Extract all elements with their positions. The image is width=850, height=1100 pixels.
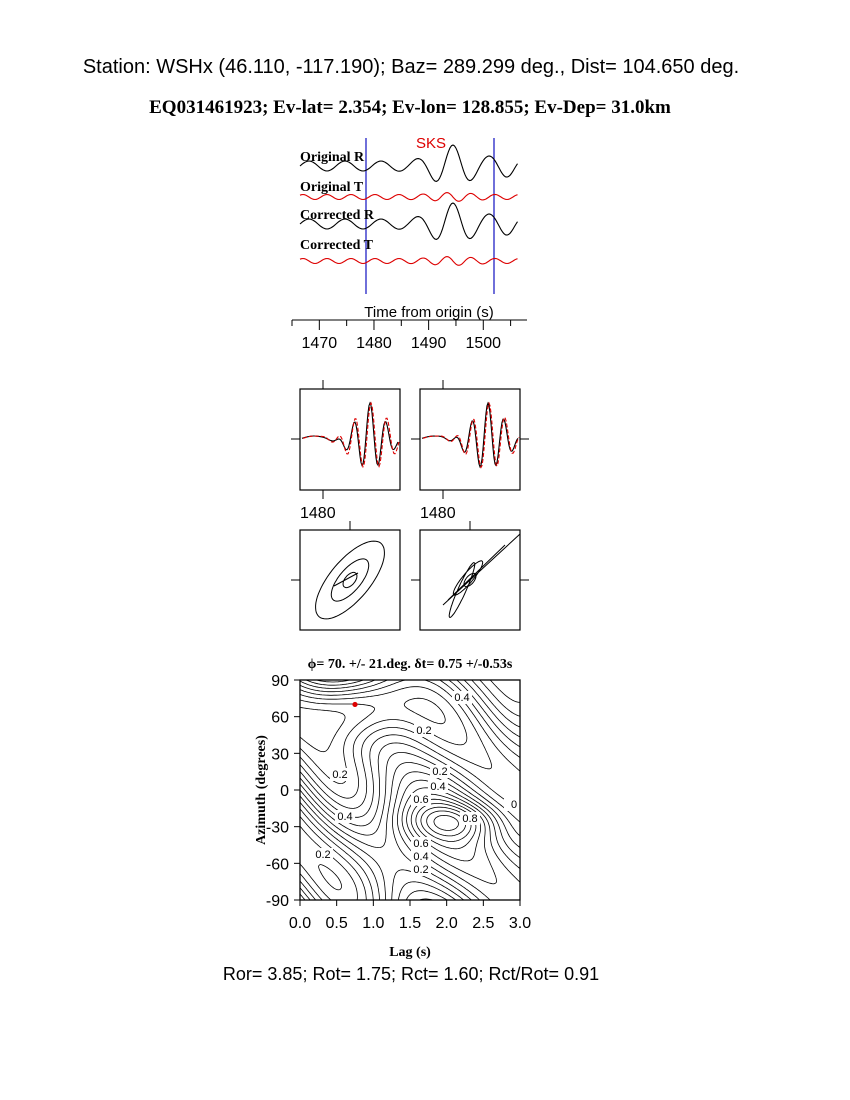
- azimuth-tick-label: -60: [265, 856, 289, 874]
- event-info: EQ031461923; Ev-lat= 2.354; Ev-lon= 128.855; Ev-Dep= 31.0km: [149, 97, 671, 118]
- contour-label: 0.2: [432, 766, 448, 778]
- lag-axis-ticks: [289, 900, 531, 932]
- contour-label: 0.2: [332, 769, 348, 781]
- particle-motion-box-left: [300, 530, 400, 630]
- contour-lines: [300, 680, 520, 900]
- contour-label: 0.4: [337, 811, 353, 823]
- contour-label: 0.8: [462, 813, 478, 825]
- trace-label-original-r: Original R: [300, 150, 365, 165]
- contour-label: 0.6: [413, 794, 429, 806]
- particle-motion-panels: [291, 521, 529, 630]
- lag-tick-label: 3.0: [508, 915, 532, 932]
- time-tick-label: 1490: [410, 335, 447, 352]
- lag-tick-label: 2.5: [472, 915, 495, 932]
- contour-label: 0.2: [413, 864, 429, 876]
- lag-tick-label: 1.5: [398, 915, 422, 932]
- contour-label: 0: [510, 799, 518, 811]
- contour-label: 0.2: [315, 849, 331, 861]
- waveform-right-red: [423, 403, 519, 467]
- azimuth-tick-label: 30: [271, 746, 289, 764]
- contour-label: 0.4: [430, 781, 446, 793]
- energy-contour-panel: [254, 657, 531, 960]
- azimuth-tick-label: 90: [271, 673, 289, 690]
- trace-label-corrected-t: Corrected T: [300, 238, 373, 253]
- particle-motion-right: [443, 534, 520, 617]
- azimuth-tick-label: 60: [271, 709, 289, 727]
- trace-label-original-t: Original T: [300, 180, 364, 195]
- trace-label-corrected-r: Corrected R: [300, 208, 374, 223]
- azimuth-axis-label: Azimuth (degrees): [254, 735, 269, 845]
- lag-axis-label: Lag (s): [389, 945, 431, 960]
- contour-label: 0.4: [413, 851, 429, 863]
- lag-tick-label: 0.5: [325, 915, 348, 932]
- time-tick-label: 1480: [356, 335, 392, 352]
- ratio-summary: Ror= 3.85; Rot= 1.75; Rct= 1.60; Rct/Rot= 0.91: [222, 964, 600, 984]
- azimuth-tick-label: -90: [265, 893, 289, 910]
- lag-tick-label: 2.0: [435, 915, 458, 932]
- waveform-left-tick-label: 1480: [300, 505, 336, 522]
- grid-frame: [300, 680, 520, 900]
- waveform-comparison-panels: [291, 380, 529, 522]
- grid-title: ϕ= 70. +/- 21.deg. δt= 0.75 +/-0.53s: [307, 657, 513, 672]
- time-axis-ticks: [292, 320, 511, 352]
- azimuth-tick-label: 0: [280, 783, 289, 800]
- time-axis-label: Time from origin (s): [364, 304, 494, 321]
- contour-path: [300, 680, 520, 900]
- waveform-box-right: [420, 389, 520, 490]
- seismogram-panel: [292, 135, 527, 352]
- azimuth-axis-ticks: [266, 673, 300, 910]
- station-info: Station: WSHx (46.110, -117.190); Baz= 289.299 deg., Dist= 104.650 deg.: [82, 56, 740, 78]
- contour-label: 0.4: [454, 692, 470, 704]
- azimuth-tick-label: -30: [265, 819, 289, 837]
- corrected-t-trace: [300, 257, 518, 266]
- phase-label: SKS: [415, 135, 447, 152]
- particle-motion-left: [316, 541, 385, 619]
- waveform-right-tick-label: 1480: [420, 505, 456, 522]
- time-tick-label: 1500: [465, 335, 502, 352]
- lag-tick-label: 0.0: [288, 915, 312, 932]
- time-tick-label: 1470: [301, 335, 338, 352]
- lag-tick-label: 1.0: [362, 915, 385, 932]
- contour-label: 0.6: [413, 838, 429, 850]
- best-fit-marker: [352, 702, 357, 707]
- contour-label: 0.2: [416, 725, 432, 737]
